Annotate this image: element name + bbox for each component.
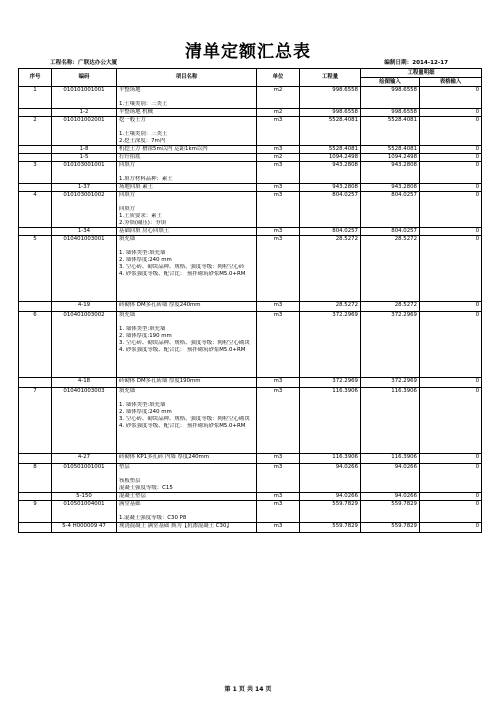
cell-drawing: 559.7829 <box>361 523 420 533</box>
cell-name-line: 填充墙 <box>119 312 136 318</box>
cell-qty: 559.7829 <box>300 501 361 523</box>
cell-name-line: 4. 砂浆强度等级、配合比： 预拌砌筑砂浆M5.0+RM <box>119 347 246 353</box>
cell-drawing: 94.0266 <box>361 493 420 501</box>
cell-drawing: 28.5272 <box>361 236 420 302</box>
cell-seq <box>19 146 52 154</box>
table-subrow <box>19 184 482 192</box>
cell-unit: m2 <box>257 109 300 117</box>
cell-form: 0 <box>420 236 482 302</box>
cell-name-line <box>119 508 254 515</box>
cell-seq: 5 <box>19 236 52 302</box>
cell-unit: m3 <box>257 493 300 501</box>
cell-name-line: 砖砌体 DM多孔砖墙 厚度190mm <box>119 378 201 384</box>
cell-form: 0 <box>420 228 482 236</box>
cell-name-line: 机挖土方 槽深5m以内 运距1km以内 <box>119 146 208 152</box>
cell-name <box>117 312 257 378</box>
cell-seq <box>19 523 52 533</box>
cell-name-line: 1.土壤类别：三类土 <box>119 101 168 107</box>
cell-name <box>117 162 257 184</box>
cell-form: 0 <box>420 146 482 154</box>
cell-name-line: 平整场地 机械 <box>119 109 154 115</box>
cell-name-line: 1.土壤类别：三类土 <box>119 131 168 137</box>
cell-name <box>117 192 257 228</box>
cell-name-line: 填充墙 <box>119 388 136 394</box>
cell-form: 0 <box>420 117 482 146</box>
cell-name <box>117 454 257 464</box>
cell-unit: m3 <box>257 184 300 192</box>
cell-drawing: 372.2969 <box>361 378 420 388</box>
cell-form: 0 <box>420 192 482 228</box>
cell-seq <box>19 302 52 312</box>
cell-name <box>117 184 257 192</box>
cell-drawing: 116.3906 <box>361 454 420 464</box>
cell-unit: m2 <box>257 87 300 109</box>
cell-code: 010501004001 <box>52 501 117 523</box>
table-row <box>19 162 482 184</box>
header-detail: 工程量明细 <box>361 69 482 78</box>
cell-name-line: 混凝土强度等级：C15 <box>119 485 173 491</box>
table-subrow <box>19 523 482 533</box>
cell-drawing: 94.0266 <box>361 464 420 493</box>
cell-qty: 372.2969 <box>300 312 361 378</box>
cell-name-line: 1.填方材料品种：素土 <box>119 176 173 182</box>
cell-name-line: 回填方 <box>119 162 136 168</box>
cell-name <box>117 493 257 501</box>
cell-form: 0 <box>420 388 482 454</box>
table-subrow <box>19 493 482 501</box>
cell-code: 4-19 <box>52 302 117 312</box>
cell-code: 5-150 <box>52 493 117 501</box>
table-subrow <box>19 228 482 236</box>
cell-unit: m3 <box>257 464 300 493</box>
cell-name <box>117 109 257 117</box>
cell-drawing: 372.2969 <box>361 312 420 378</box>
cell-unit: m3 <box>257 312 300 378</box>
cell-qty: 998.6558 <box>300 109 361 117</box>
cell-unit: m2 <box>257 154 300 162</box>
cell-unit: m3 <box>257 236 300 302</box>
cell-qty: 372.2969 <box>300 378 361 388</box>
cell-name-line: 平整场地 <box>119 87 141 93</box>
cell-code: 1-5 <box>52 154 117 162</box>
cell-qty: 804.0257 <box>300 228 361 236</box>
cell-name-line: 砖砌体 KP1多孔砖 内墙 厚度240mm <box>119 454 210 460</box>
cell-drawing: 559.7829 <box>361 501 420 523</box>
cell-name-line <box>119 395 254 402</box>
cell-qty: 116.3906 <box>300 454 361 464</box>
cell-form: 0 <box>420 464 482 493</box>
cell-unit: m3 <box>257 117 300 146</box>
cell-name-line: 3. 空心砖、砌块品种、规格、强度等级：陶粒空心砌块 <box>119 416 250 422</box>
cell-code: 4-18 <box>52 378 117 388</box>
cell-qty: 1094.2498 <box>300 154 361 162</box>
cell-seq <box>19 184 52 192</box>
cell-name-line <box>119 124 254 131</box>
cell-name-line: 1. 墙体类型:填充墙 <box>119 402 166 408</box>
cell-qty: 943.2808 <box>300 184 361 192</box>
cell-name-line: 基础回填 房心回填土 <box>119 228 170 234</box>
cell-qty: 998.6558 <box>300 87 361 109</box>
cell-name <box>117 87 257 109</box>
cell-code: 010401003002 <box>52 312 117 378</box>
cell-code: 010401003001 <box>52 236 117 302</box>
cell-form: 0 <box>420 378 482 388</box>
cell-form: 0 <box>420 523 482 533</box>
cell-seq <box>19 154 52 162</box>
cell-name <box>117 378 257 388</box>
cell-qty: 116.3906 <box>300 388 361 454</box>
project-name: 工程名称：广联达办公大厦 <box>50 60 118 66</box>
cell-drawing: 943.2808 <box>361 162 420 184</box>
cell-form: 0 <box>420 501 482 523</box>
cell-seq: 8 <box>19 464 52 493</box>
table-row <box>19 464 482 493</box>
cell-seq <box>19 228 52 236</box>
cell-name-line: 筏板垫层 <box>119 478 141 484</box>
header-form: 表格输入 <box>420 78 482 87</box>
cell-name <box>117 388 257 454</box>
cell-qty: 5528.4081 <box>300 117 361 146</box>
cell-code: 010103001002 <box>52 192 117 228</box>
cell-seq: 6 <box>19 312 52 378</box>
table-row <box>19 312 482 378</box>
cell-form: 0 <box>420 162 482 184</box>
cell-drawing: 998.6558 <box>361 87 420 109</box>
header-seq: 序号 <box>19 69 52 87</box>
cell-name-line: 砖砌体 DM多孔砖墙 厚度240mm <box>119 302 201 308</box>
cell-name-line <box>119 243 254 250</box>
cell-drawing: 28.5272 <box>361 302 420 312</box>
cell-name <box>117 523 257 533</box>
cell-name-line: 回填方 <box>119 206 136 212</box>
cell-name-line: 回填方 <box>119 192 136 198</box>
cell-name <box>117 146 257 154</box>
cell-unit: m3 <box>257 146 300 154</box>
table-row <box>19 192 482 228</box>
cell-name-line <box>119 169 254 176</box>
cell-seq <box>19 378 52 388</box>
cell-code: 010101001001 <box>52 87 117 109</box>
cell-name-line: 混凝土垫层 <box>119 493 146 499</box>
cell-name-line: 2. 墙体厚度:240 mm <box>119 409 172 415</box>
cell-name <box>117 501 257 523</box>
cell-drawing: 804.0257 <box>361 228 420 236</box>
cell-seq: 7 <box>19 388 52 454</box>
cell-name <box>117 464 257 493</box>
cell-seq: 1 <box>19 87 52 109</box>
cell-qty: 559.7829 <box>300 523 361 533</box>
cell-name <box>117 117 257 146</box>
cell-name-line <box>119 319 254 326</box>
cell-unit: m3 <box>257 388 300 454</box>
page-number: 第 1 页 共 14 页 <box>224 686 272 693</box>
cell-form: 0 <box>420 109 482 117</box>
header-drawing: 绘图输入 <box>361 78 420 87</box>
cell-code: 010103001001 <box>52 162 117 184</box>
quota-summary-table <box>18 68 482 533</box>
cell-unit: m3 <box>257 501 300 523</box>
cell-qty: 5528.4081 <box>300 146 361 154</box>
table-subrow <box>19 454 482 464</box>
cell-qty: 28.5272 <box>300 302 361 312</box>
cell-drawing: 943.2808 <box>361 184 420 192</box>
cell-form: 0 <box>420 493 482 501</box>
cell-name-line: 1. 墙体类型:填充墙 <box>119 326 166 332</box>
header-code: 编码 <box>52 69 117 87</box>
cell-seq: 3 <box>19 162 52 184</box>
cell-name-line: 1.混凝土强度等级：C30 P8 <box>119 515 187 521</box>
cell-seq <box>19 493 52 501</box>
cell-qty: 804.0257 <box>300 192 361 228</box>
cell-code: 010101002001 <box>52 117 117 146</box>
cell-drawing: 1094.2498 <box>361 154 420 162</box>
cell-name-line: 现浇混凝土 满堂基础 换为【抗渗混凝土 C30】 <box>119 523 232 529</box>
cell-name-line: 填充墙 <box>119 236 136 242</box>
cell-name-line: 挖一般土方 <box>119 117 146 123</box>
table-row <box>19 236 482 302</box>
table-subrow <box>19 146 482 154</box>
cell-name-line: 2.挖土深度：7m内 <box>119 138 166 144</box>
cell-drawing: 5528.4081 <box>361 146 420 154</box>
cell-form: 0 <box>420 87 482 109</box>
cell-name-line: 1. 墙体类型:填充墙 <box>119 250 166 256</box>
compile-date: 编制日期：2014-12-17 <box>384 60 448 66</box>
cell-unit: m3 <box>257 228 300 236</box>
cell-code: 010401003003 <box>52 388 117 454</box>
cell-seq <box>19 454 52 464</box>
cell-name-line: 场地回填 素土 <box>119 184 154 190</box>
header-unit: 单位 <box>257 69 300 87</box>
cell-unit: m3 <box>257 454 300 464</box>
cell-name-line: 2. 墙体厚度:240 mm <box>119 257 172 263</box>
table-row <box>19 117 482 146</box>
cell-code: 1-34 <box>52 228 117 236</box>
cell-seq: 4 <box>19 192 52 228</box>
cell-name <box>117 302 257 312</box>
cell-seq: 9 <box>19 501 52 523</box>
cell-unit: m3 <box>257 523 300 533</box>
cell-seq <box>19 109 52 117</box>
cell-name <box>117 228 257 236</box>
header-name: 项目名称 <box>117 69 257 87</box>
cell-qty: 943.2808 <box>300 162 361 184</box>
cell-qty: 94.0266 <box>300 493 361 501</box>
cell-code: 1-2 <box>52 109 117 117</box>
cell-name-line: 4. 砂浆强度等级、配合比： 预拌砌筑砂浆M5.0+RM <box>119 423 246 429</box>
cell-form: 0 <box>420 454 482 464</box>
cell-name <box>117 154 257 162</box>
cell-name-line <box>119 94 254 101</box>
cell-form: 0 <box>420 154 482 162</box>
cell-seq: 2 <box>19 117 52 146</box>
table-body <box>19 87 482 533</box>
cell-code: 010501001001 <box>52 464 117 493</box>
table-subrow <box>19 302 482 312</box>
page-title: 清单定额汇总表 <box>185 42 311 62</box>
cell-drawing: 998.6558 <box>361 109 420 117</box>
cell-code: 4-27 <box>52 454 117 464</box>
cell-name <box>117 236 257 302</box>
table-subrow <box>19 378 482 388</box>
cell-code: 5-4 H000009 47 <box>52 523 117 533</box>
cell-name-line: 4. 砂浆强度等级、配合比： 预拌砌筑砂浆M5.0+RM <box>119 271 246 277</box>
cell-name-line: 满堂基础 <box>119 501 141 507</box>
cell-name-line <box>119 471 254 478</box>
table-row <box>19 388 482 454</box>
table-row <box>19 87 482 109</box>
cell-drawing: 804.0257 <box>361 192 420 228</box>
header-qty: 工程量 <box>300 69 361 87</box>
cell-drawing: 116.3906 <box>361 388 420 454</box>
cell-unit: m3 <box>257 192 300 228</box>
cell-name-line: 3. 空心砖、砌块品种、规格、强度等级：陶粒空心砌块 <box>119 340 250 346</box>
cell-unit: m3 <box>257 378 300 388</box>
table-row <box>19 501 482 523</box>
cell-code: 1-8 <box>52 146 117 154</box>
cell-name-line: 1.土质要求：素土 <box>119 213 162 219</box>
cell-qty: 94.0266 <box>300 464 361 493</box>
cell-form: 0 <box>420 184 482 192</box>
table-subrow <box>19 109 482 117</box>
cell-name-line: 3. 空心砖、砌块品种、规格、强度等级：陶粒空心砖 <box>119 264 245 270</box>
cell-name-line: 2.夯填(碾压)：夯填 <box>119 220 167 226</box>
cell-name-line: 打钎拍底 <box>119 154 141 160</box>
cell-name-line: 2. 墙体厚度:190 mm <box>119 333 172 339</box>
cell-unit: m3 <box>257 162 300 184</box>
cell-form: 0 <box>420 312 482 378</box>
cell-name-line: 垫层 <box>119 464 130 470</box>
cell-name-line <box>119 199 254 206</box>
cell-form: 0 <box>420 302 482 312</box>
cell-code: 1-37 <box>52 184 117 192</box>
table-subrow <box>19 154 482 162</box>
cell-drawing: 5528.4081 <box>361 117 420 146</box>
cell-unit: m3 <box>257 302 300 312</box>
cell-qty: 28.5272 <box>300 236 361 302</box>
